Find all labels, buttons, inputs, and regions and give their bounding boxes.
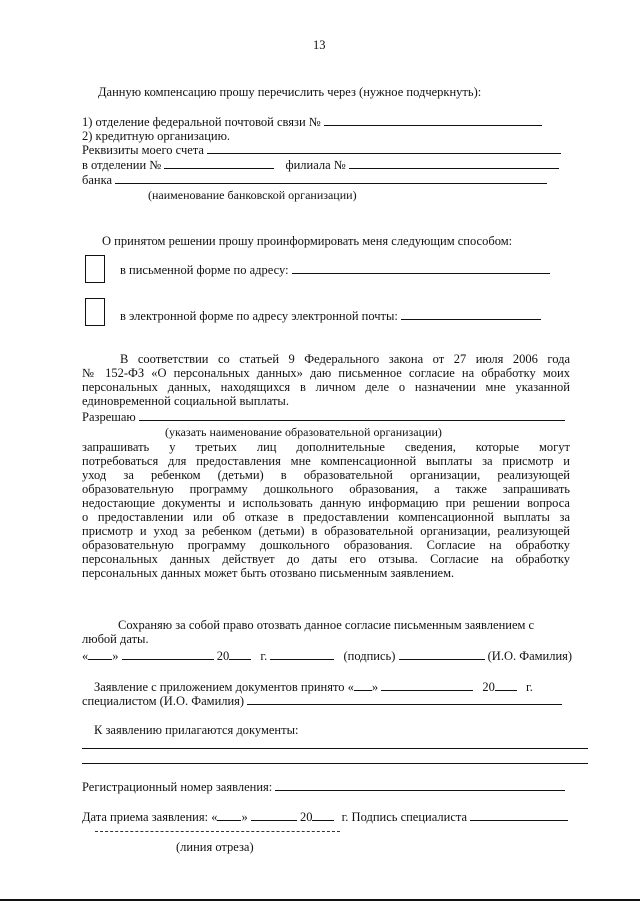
account-label: Реквизиты моего счета (82, 143, 204, 157)
day-field[interactable] (88, 649, 112, 660)
consent-line: № 152-ФЗ «О персональных данных» даю письменное согласие на обработку моих (82, 366, 570, 380)
written-address-field[interactable] (292, 263, 550, 274)
specialist-row (82, 694, 562, 708)
accepted-day-field[interactable] (354, 680, 372, 691)
written-row (120, 263, 550, 277)
accepted-quote-close: » (371, 680, 379, 694)
consent-body-line: недостающие документы и использовать данную информацию при решении вопроса (82, 496, 570, 510)
registration-row (82, 780, 565, 794)
accepted-year-field[interactable] (495, 680, 517, 691)
consent-body-line: о предоставлении или об отказе в предоставлении компенсационной выплаты за (82, 510, 570, 524)
account-row (82, 143, 561, 157)
revoke-line-2: любой даты. (82, 632, 149, 646)
fio-label: (И.О. Фамилия) (487, 649, 573, 663)
page-bottom-rule (0, 899, 640, 901)
payment-option-bank: 2) кредитную организацию. (82, 129, 231, 143)
receipt-row (82, 810, 568, 824)
account-field[interactable] (207, 143, 561, 154)
accepted-year: 20 (482, 680, 495, 694)
consent-body (82, 440, 570, 580)
attachments-label: К заявлению прилагаются документы: (94, 723, 299, 737)
receipt-day-field[interactable] (217, 810, 241, 821)
year-prefix: 20 (216, 649, 230, 663)
month-field[interactable] (122, 649, 214, 660)
bank-row (82, 173, 547, 187)
specialist-label: специалистом (И.О. Фамилия) (82, 694, 245, 708)
branch-row (82, 158, 559, 172)
email-row (120, 309, 541, 323)
attachments-line-2[interactable] (82, 763, 588, 764)
filial-field[interactable] (349, 158, 559, 169)
accepted-year-suffix: г. (526, 680, 533, 694)
consent-body-line: запрашивать у третьих лиц дополнительные сведения, которые могут (82, 440, 570, 454)
year-field[interactable] (229, 649, 251, 660)
branch-field[interactable] (164, 158, 274, 169)
bank-field[interactable] (115, 173, 547, 184)
bank-hint: (наименование банковской организации) (148, 188, 357, 202)
consent-body-line: персональных данных действует до даты его отзыва. Согласие на обработку (82, 552, 570, 566)
registration-label: Регистрационный номер заявления: (82, 780, 273, 794)
signature-field[interactable] (399, 649, 485, 660)
filial-label: филиала № (285, 158, 346, 172)
receipt-suffix: г. Подпись специалиста (341, 810, 468, 824)
allow-label: Разрешаю (82, 410, 136, 424)
consent-body-line: образовательную программу дошкольного образования, а также запрашивать (82, 482, 570, 496)
extra-field[interactable] (270, 649, 334, 660)
receipt-year: 20 (299, 810, 313, 824)
consent-line: В соответствии со статьей 9 Федерального закона от 27 июля 2006 года (120, 352, 570, 366)
bank-label: банка (82, 173, 113, 187)
consent-intro (82, 352, 570, 408)
notify-intro: О принятом решении прошу проинформировать меня следующим способом: (102, 234, 513, 248)
postal-number-field[interactable] (324, 115, 542, 126)
consent-body-line: образовательную программу дошкольного образования. Согласие на обработку (82, 538, 570, 552)
consent-body-line: уход за ребенком (детьми) в образовательной организации, реализующей (82, 468, 570, 482)
branch-label: в отделении № (82, 158, 162, 172)
attachments-line-1[interactable] (82, 748, 588, 749)
accepted-label: Заявление с приложением документов принято « (94, 680, 354, 694)
accepted-month-field[interactable] (381, 680, 473, 691)
written-label: в письменной форме по адресу: (120, 263, 289, 277)
payment-option-postal (82, 115, 542, 129)
organization-hint: (указать наименование образовательной организации) (165, 425, 442, 439)
page-number: 13 (313, 38, 326, 52)
date-open-quote: « (82, 649, 89, 663)
receipt-month-field[interactable] (251, 810, 297, 821)
consent-body-line: присмотр и уход за ребенком (детьми) в образовательной организации, реализующей (82, 524, 570, 538)
consent-line: персональных данных, находящихся в личном деле о назначении мне указанной (82, 380, 570, 394)
consent-line: единовременной социальной выплаты. (82, 394, 289, 408)
receipt-signature-field[interactable] (470, 810, 568, 821)
year-suffix: г. (260, 649, 268, 663)
written-checkbox[interactable] (85, 255, 105, 283)
receipt-quote-close: » (241, 810, 248, 824)
email-label: в электронной форме по адресу электронной почты: (120, 309, 398, 323)
specialist-field[interactable] (247, 694, 562, 705)
payment-intro: Данную компенсацию прошу перечислить через (нужное подчеркнуть): (98, 85, 482, 99)
organization-field[interactable] (139, 410, 565, 421)
accepted-row (94, 680, 533, 694)
cut-line (95, 831, 340, 832)
email-address-field[interactable] (401, 309, 541, 320)
email-checkbox[interactable] (85, 298, 105, 326)
consent-body-line: потребоваться для предоставления мне компенсационной выплаты за присмотр и (82, 454, 570, 468)
receipt-label: Дата приема заявления: « (82, 810, 218, 824)
allow-row (82, 410, 565, 424)
cut-line-label: (линия отреза) (176, 840, 254, 854)
date-close-quote: » (112, 649, 119, 663)
postal-label: 1) отделение федеральной почтовой связи № (82, 115, 321, 129)
signature-label: (подпись) (343, 649, 396, 663)
registration-field[interactable] (275, 780, 565, 791)
revoke-line-1: Сохраняю за собой право отозвать данное согласие письменным заявлением с (118, 618, 535, 632)
revoke-date-row (82, 649, 572, 663)
consent-body-line: персональных данных может быть отозвано письменным заявлением. (82, 566, 455, 580)
receipt-year-field[interactable] (312, 810, 334, 821)
